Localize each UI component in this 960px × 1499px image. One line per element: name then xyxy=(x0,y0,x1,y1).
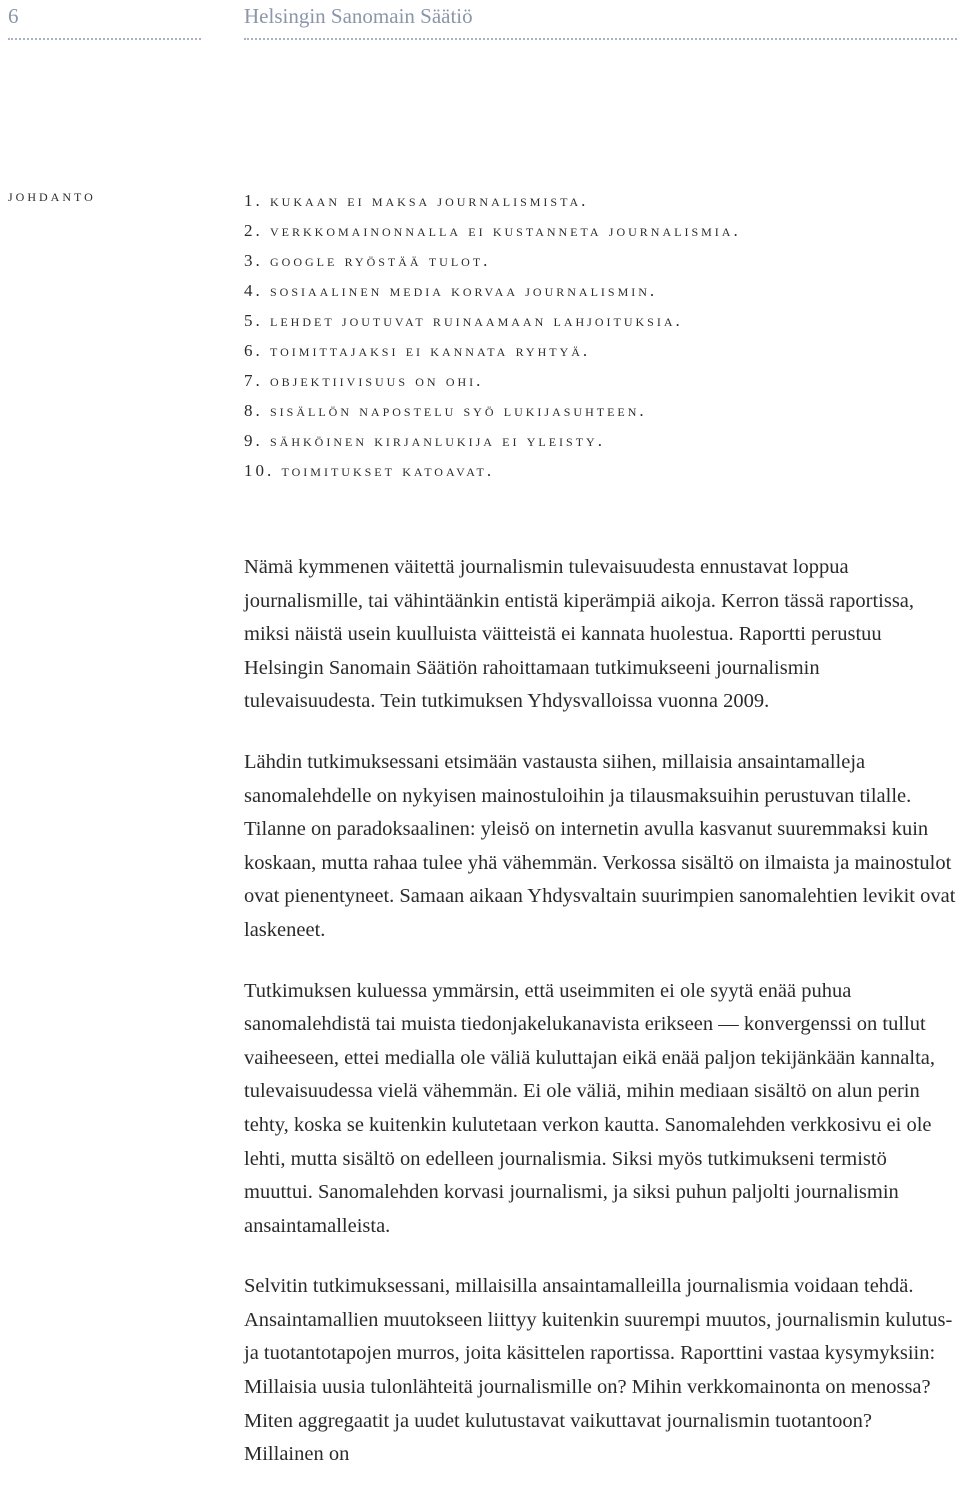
page-number: 6 xyxy=(8,4,19,28)
thesis-item: 6. toimittajaksi ei kannata ryhtyä. xyxy=(244,341,591,360)
body-paragraph: Lähdin tutkimuksessani etsimään vastausta siihen, millaisia ansaintamalleja sanomalehdelle on nykyisen mainostuloihin ja tilausmaksuihin perustuvan tilalle. Tilanne on paradoksaalinen: yleisö on internetin avulla kasvanut suuremmaksi kuin koskaan, mutta rahaa tulee yhä vähemmän. Verkossa sisältö on ilmaista ja mainostulot ovat pienentyneet. Samaan aikaan Yhdysvaltain suurimpien sanomalehtien levikit ovat laskeneet. xyxy=(244,750,956,941)
thesis-item: 4. sosiaalinen media korvaa journalismin. xyxy=(244,281,658,300)
dotted-rule-right xyxy=(244,38,957,40)
thesis-list xyxy=(244,186,741,486)
thesis-item: 5. lehdet joutuvat ruinaamaan lahjoituksia. xyxy=(244,311,683,330)
thesis-item: 2. verkkomainonnalla ei kustanneta journalismia. xyxy=(244,221,741,240)
page-header xyxy=(0,0,960,46)
running-title: Helsingin Sanomain Säätiö xyxy=(244,4,473,28)
thesis-item: 3. google ryöstää tulot. xyxy=(244,251,491,270)
thesis-item: 1. kukaan ei maksa journalismista. xyxy=(244,191,589,210)
thesis-item: 8. sisällön napostelu syö lukijasuhteen. xyxy=(244,401,647,420)
thesis-item: 10. toimitukset katoavat. xyxy=(244,461,495,480)
body-paragraph: Selvitin tutkimuksessani, millaisilla ansaintamalleilla journalismia voidaan tehdä. Ansaintamallien muutokseen liittyy kuitenkin suurempi muutos, journalismin kulutus- ja tuotantotapojen murros, joita käsittelen raportissa. Raporttini vastaa kysymyksiin: Millaisia uusia tulonlähteitä journalismille on? Mihin verkkomainonta on menossa? Miten aggregaatit ja uudet kulutustavat vaikuttavat journalismin tuotantoon? Millainen on xyxy=(244,1275,953,1466)
body-paragraph: Nämä kymmenen väitettä journalismin tulevaisuudesta ennustavat loppua journalismille, tai vähintäänkin entistä kiperämpiä aikoja. Kerron tässä raportissa, miksi näistä usein kuulluista väitteistä ei kannata huolestua. Raportti perustuu Helsingin Sanomain Säätiön rahoittamaan tutkimukseeni journalismin tulevaisuudesta. Tein tutkimuksen Yhdysvalloissa vuonna 2009. xyxy=(244,556,915,713)
body-paragraph: Tutkimuksen kuluessa ymmärsin, että useimmiten ei ole syytä enää puhua sanomalehdistä tai muista tiedonjakelukanavista erikseen — konvergenssi on tullut vaiheeseen, ettei medialla ole väliä kuluttajan eikä enää paljon tekijänkään kannalta, tulevaisuudessa vielä vähemmän. Ei ole väliä, mihin mediaan sisältö on alun perin tehty, koska se kuitenkin kulutetaan verkon kautta. Sanomalehden verkkosivu ei ole lehti, mutta sisältö on edelleen journalismia. Siksi myös tutkimukseni termistö muuttui. Sanomalehden korvasi journalismi, ja siksi puhun paljolti journalismin ansaintamalleista. xyxy=(244,979,935,1237)
section-label: johdanto xyxy=(8,186,96,205)
thesis-item: 7. objektiivisuus on ohi. xyxy=(244,371,484,390)
body-text xyxy=(244,551,956,1499)
dotted-rule-left xyxy=(8,38,201,40)
thesis-item: 9. sähköinen kirjanlukija ei yleisty. xyxy=(244,431,605,450)
